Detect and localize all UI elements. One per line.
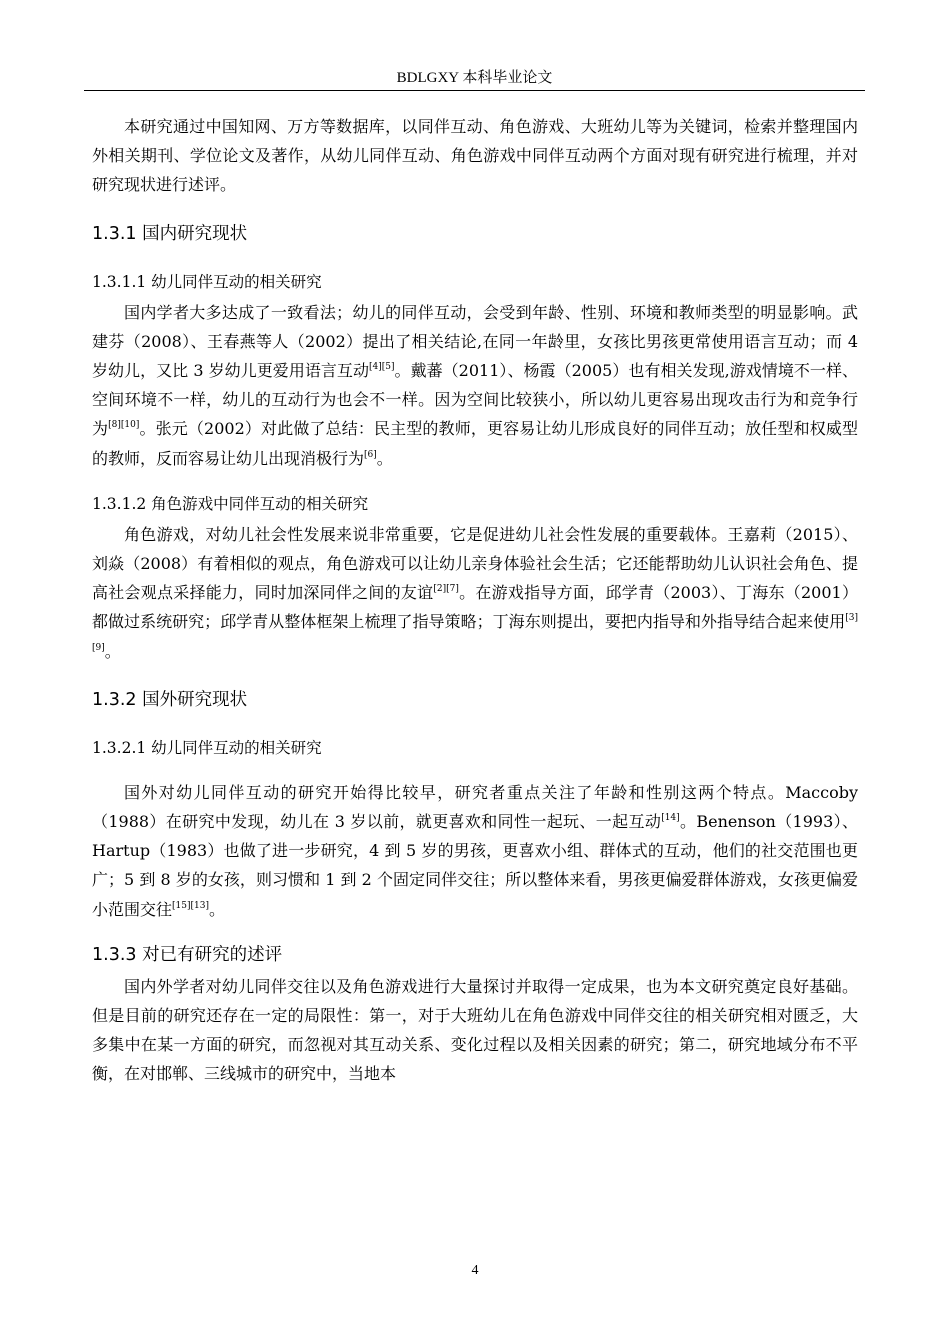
text: 。 [208, 899, 225, 919]
heading-1-3-3: 1.3.3 对已有研究的述评 [92, 944, 283, 965]
page-body [92, 112, 858, 1089]
heading-1-3-2-1: 1.3.2.1 幼儿同伴互动的相关研究 [92, 738, 322, 757]
paragraph-foreign-peer [92, 778, 858, 924]
citation: [8][10] [108, 420, 140, 431]
heading-1-3-1-2: 1.3.1.2 角色游戏中同伴互动的相关研究 [92, 494, 369, 513]
heading-1-3-1-1: 1.3.1.1 幼儿同伴互动的相关研究 [92, 272, 322, 291]
text: 角色游戏，对幼儿社会性发展来说非常重要，它是促进幼儿社会性发展的重要载体。王嘉莉（2015）、刘焱（2008）有着相似的观点，角色游戏可以让幼儿亲身体验社会生活；它还能帮助幼儿认识社会角色、提高社会观点采择能力，同时加深同伴之间的友谊 [92, 524, 858, 603]
text: 。 [104, 641, 121, 661]
citation: [6] [364, 449, 377, 460]
citation: [4][5] [369, 362, 395, 373]
heading-1-3-2: 1.3.2 国外研究现状 [92, 689, 248, 710]
paragraph-review: 国内外学者对幼儿同伴交往以及角色游戏进行大量探讨并取得一定成果，也为本文研究奠定良好基础。但是目前的研究还存在一定的局限性：第一，对于大班幼儿在角色游戏中同伴交往的相关研究相对匮乏，大多集中在某一方面的研究，而忽视对其互动关系、变化过程以及相关因素的研究；第二，研究地域分布不平衡，在对邯郸、三线城市的研究中，当地本 [92, 976, 858, 1084]
text: 。 [376, 448, 393, 468]
text: 。Benenson（1993）、Hartup（1983）也做了进一步研究，4 到 5 岁的男孩，更喜欢小组、群体式的互动，他们的社交范围也更广；5 到 8 岁的女孩，则习惯和 1 到 2 个固定同伴交往；所以整体来看，男孩更偏爱群体游戏，女孩更偏爱小范围交往 [92, 812, 858, 919]
header-rule [84, 90, 865, 91]
paragraph-domestic-peer [92, 298, 858, 473]
text: 国内学者大多达成了一致看法；幼儿的同伴互动，会受到年龄、性别、环境和教师类型的明显影响。武建芬（2008）、王春燕等人（2002）提出了相关结论,在同一年龄里，女孩比男孩更常使用语言互动；而 4 岁幼儿，又比 3 岁幼儿更爱用语言互动 [92, 302, 858, 381]
text: 。在游戏指导方面，邱学青（2003）、丁海东（2001）都做过系统研究；邱学青从整体框架上梳理了指导策略；丁海东则提出，要把内指导和外指导结合起来使用 [92, 583, 858, 632]
intro-paragraph: 本研究通过中国知网、万方等数据库，以同伴互动、角色游戏、大班幼儿等为关键词，检索并整理国内外相关期刊、学位论文及著作，从幼儿同伴互动、角色游戏中同伴互动两个方面对现有研究进行梳理，并对研究现状进行述评。 [92, 117, 858, 195]
text: 国外对幼儿同伴互动的研究开始得比较早，研究者重点关注了年龄和性别这两个特点。Maccoby（1988）在研究中发现，幼儿在 3 岁以前，就更喜欢和同性一起玩、一起互动 [92, 782, 858, 832]
citation: [3][9] [92, 613, 858, 653]
paragraph-role-play [92, 520, 858, 666]
citation: [2][7] [433, 584, 459, 595]
text: 。张元（2002）对此做了总结：民主型的教师，更容易让幼儿形成良好的同伴互动；放任型和权威型的教师，反而容易让幼儿出现消极行为 [92, 419, 858, 468]
running-header: BDLGXY 本科毕业论文 [396, 70, 553, 86]
page-number: 4 [471, 1263, 479, 1278]
citation: [14] [661, 813, 680, 824]
heading-1-3-1: 1.3.1 国内研究现状 [92, 223, 248, 244]
citation: [15][13] [172, 900, 209, 911]
text: 。戴蕃（2011）、杨霞（2005）也有相关发现,游戏情境不一样、空间环境不一样，幼儿的互动行为也会不一样。因为空间比较狭小，所以幼儿更容易出现攻击行为和竞争行为 [92, 361, 858, 439]
